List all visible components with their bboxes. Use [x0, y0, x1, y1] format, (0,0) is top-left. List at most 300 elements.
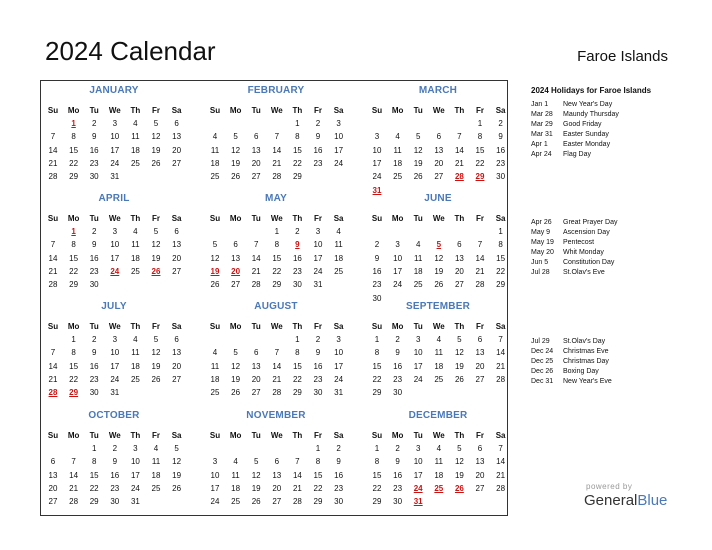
- day-cell: 27: [172, 266, 182, 276]
- day-cell: 14: [48, 145, 58, 155]
- day-cell: 6: [174, 119, 179, 128]
- holiday-entry: [531, 248, 604, 258]
- holiday-name: Flag Day: [563, 151, 592, 158]
- month-name: APRIL: [98, 193, 130, 204]
- day-cell: 11: [131, 348, 140, 358]
- weekday-header: Su: [371, 431, 383, 440]
- day-cell: 28: [272, 172, 282, 182]
- day-cell: 28: [496, 483, 506, 493]
- holiday-date: May 20: [531, 249, 554, 256]
- weekday-header: We: [432, 322, 445, 331]
- brand-part-general: General: [584, 492, 638, 509]
- weekday-header: Th: [454, 106, 465, 115]
- day-cell: 11: [434, 348, 443, 358]
- day-cell: 1: [295, 119, 300, 128]
- day-cell: 7: [295, 457, 300, 467]
- day-cell: 23: [89, 158, 99, 168]
- holiday-day: 20: [231, 266, 241, 276]
- weekday-header: Tu: [251, 431, 261, 440]
- day-cell: 1: [374, 335, 380, 344]
- day-cell: 11: [414, 253, 423, 263]
- day-cell: 15: [475, 145, 485, 155]
- day-cell: 3: [395, 240, 400, 250]
- day-cell: 4: [212, 348, 218, 358]
- day-cell: 29: [372, 497, 382, 507]
- day-cell: 14: [272, 361, 282, 371]
- day-cell: 11: [131, 240, 140, 250]
- holiday-day: 29: [475, 172, 485, 182]
- day-cell: 17: [413, 470, 423, 480]
- day-cell: 1: [274, 227, 280, 236]
- day-cell: 14: [48, 253, 58, 263]
- day-cell: 8: [374, 457, 380, 467]
- day-cell: 29: [496, 280, 506, 290]
- day-cell: 14: [475, 253, 485, 263]
- day-cell: 6: [274, 457, 280, 467]
- day-cell: 17: [313, 253, 323, 263]
- day-cell: 12: [151, 240, 161, 250]
- holiday-date: Jun 5: [531, 259, 549, 266]
- day-cell: 21: [272, 158, 282, 168]
- day-cell: 3: [112, 119, 118, 128]
- day-cell: 21: [454, 158, 464, 168]
- weekday-header: Tu: [89, 322, 99, 331]
- day-cell: 30: [110, 497, 120, 507]
- day-cell: 7: [498, 335, 503, 344]
- day-cell: 31: [313, 280, 323, 290]
- day-cell: 23: [89, 374, 99, 384]
- day-cell: 3: [336, 335, 341, 344]
- day-cell: 14: [454, 145, 464, 155]
- weekday-header: We: [432, 431, 445, 440]
- day-cell: 15: [69, 253, 79, 263]
- day-cell: 23: [372, 280, 382, 290]
- day-cell: 22: [69, 374, 79, 384]
- holiday-date: May 19: [531, 239, 554, 246]
- day-cell: 30: [372, 293, 382, 303]
- day-cell: 7: [50, 132, 56, 142]
- holiday-date: Mar 29: [531, 121, 553, 128]
- weekday-header: We: [432, 106, 445, 115]
- day-cell: 6: [233, 240, 238, 250]
- holiday-entry: [531, 238, 594, 248]
- weekday-header: Su: [47, 106, 59, 115]
- day-cell: 22: [69, 266, 79, 276]
- day-cell: 12: [231, 361, 241, 371]
- day-cell: 28: [272, 388, 282, 398]
- day-cell: 6: [477, 444, 483, 453]
- day-cell: 17: [334, 145, 344, 155]
- day-cell: 26: [151, 374, 161, 384]
- day-cell: 29: [69, 280, 79, 290]
- day-cell: 5: [153, 335, 159, 344]
- holiday-entry: [531, 228, 610, 238]
- weekday-header: Th: [130, 322, 141, 331]
- day-cell: 8: [498, 240, 503, 250]
- day-cell: 24: [334, 158, 344, 168]
- holiday-name: St.Olav's Day: [563, 338, 606, 345]
- calendar-grid: [40, 80, 508, 516]
- weekday-header: Th: [292, 106, 303, 115]
- day-cell: 9: [315, 132, 321, 142]
- holiday-name: Whit Monday: [563, 249, 604, 256]
- day-cell: 7: [477, 240, 483, 250]
- holiday-name: Christmas Day: [563, 358, 609, 365]
- day-cell: 21: [48, 374, 58, 384]
- day-cell: 20: [251, 158, 261, 168]
- day-cell: 23: [313, 158, 323, 168]
- day-cell: 31: [130, 497, 140, 507]
- day-cell: 14: [496, 457, 506, 467]
- day-cell: 22: [272, 266, 282, 276]
- day-cell: 2: [374, 240, 380, 250]
- day-cell: 27: [251, 172, 261, 182]
- day-cell: 24: [334, 374, 344, 384]
- holidays-title: 2024 Holidays for Faroe Islands: [531, 86, 652, 95]
- day-cell: 16: [110, 470, 120, 480]
- day-cell: 2: [91, 335, 97, 344]
- day-cell: 13: [475, 348, 485, 358]
- day-cell: 25: [434, 374, 444, 384]
- day-cell: 20: [172, 253, 182, 263]
- holiday-name: Pentecost: [563, 239, 595, 246]
- day-cell: 31: [334, 388, 344, 398]
- day-cell: 21: [292, 483, 302, 493]
- day-cell: 20: [172, 361, 182, 371]
- month-name: DECEMBER: [408, 410, 468, 421]
- day-cell: 26: [434, 280, 444, 290]
- day-cell: 10: [334, 348, 344, 358]
- weekday-header: Tu: [413, 106, 423, 115]
- day-cell: 3: [374, 132, 380, 142]
- holiday-entry: [531, 218, 617, 228]
- day-cell: 21: [496, 361, 506, 371]
- holiday-name: Boxing Day: [563, 368, 599, 375]
- weekday-header: Mo: [67, 106, 80, 115]
- day-cell: 24: [110, 374, 120, 384]
- day-cell: 3: [315, 227, 321, 236]
- day-cell: 10: [413, 457, 423, 467]
- day-cell: 4: [133, 119, 138, 128]
- weekday-header: Fr: [314, 106, 322, 115]
- weekday-header: Sa: [171, 431, 182, 440]
- day-cell: 21: [69, 483, 79, 493]
- weekday-header: Fr: [476, 106, 484, 115]
- day-cell: 26: [454, 374, 464, 384]
- day-cell: 26: [210, 280, 220, 290]
- weekday-header: Fr: [314, 431, 322, 440]
- day-cell: 9: [395, 348, 400, 358]
- day-cell: 27: [172, 374, 182, 384]
- holiday-day: 19: [210, 266, 220, 276]
- day-cell: 8: [71, 240, 76, 250]
- day-cell: 17: [210, 483, 220, 493]
- month-name: FEBRUARY: [247, 85, 305, 96]
- day-cell: 8: [295, 348, 300, 358]
- day-cell: 17: [372, 158, 382, 168]
- day-cell: 10: [313, 240, 323, 250]
- day-cell: 5: [174, 444, 179, 453]
- day-cell: 19: [151, 253, 161, 263]
- month-name: MAY: [265, 193, 287, 204]
- weekday-header: Mo: [391, 214, 404, 223]
- weekday-header: Sa: [495, 431, 506, 440]
- day-cell: 8: [374, 348, 380, 358]
- day-cell: 9: [374, 253, 380, 263]
- weekday-header: Tu: [251, 106, 261, 115]
- day-cell: 2: [498, 119, 503, 128]
- holiday-day: 25: [434, 483, 444, 493]
- day-cell: 12: [251, 470, 261, 480]
- day-cell: 1: [315, 444, 321, 453]
- day-cell: 18: [434, 470, 444, 480]
- day-cell: 7: [71, 457, 76, 467]
- weekday-header: Mo: [391, 106, 404, 115]
- day-cell: 22: [69, 158, 79, 168]
- day-cell: 11: [434, 457, 443, 467]
- day-cell: 24: [130, 483, 140, 493]
- day-cell: 15: [372, 470, 382, 480]
- day-cell: 23: [89, 266, 99, 276]
- day-cell: 1: [374, 444, 380, 453]
- holiday-date: Dec 25: [531, 358, 554, 365]
- day-cell: 27: [172, 158, 182, 168]
- day-cell: 16: [89, 361, 99, 371]
- day-cell: 28: [48, 172, 58, 182]
- weekday-header: Sa: [333, 214, 344, 223]
- weekday-header: We: [270, 322, 283, 331]
- day-cell: 6: [477, 335, 483, 344]
- weekday-header: Fr: [476, 214, 484, 223]
- day-cell: 5: [233, 348, 238, 358]
- day-cell: 19: [454, 470, 464, 480]
- day-cell: 27: [475, 483, 485, 493]
- day-cell: 30: [89, 172, 99, 182]
- day-cell: 28: [251, 280, 261, 290]
- holiday-date: Apr 26: [531, 219, 552, 226]
- day-cell: 9: [336, 457, 341, 467]
- holiday-date: Apr 1: [531, 141, 548, 148]
- weekday-header: Su: [209, 214, 221, 223]
- day-cell: 27: [272, 497, 282, 507]
- weekday-header: We: [270, 106, 283, 115]
- day-cell: 9: [498, 132, 503, 142]
- day-cell: 29: [292, 172, 302, 182]
- day-cell: 30: [313, 388, 323, 398]
- weekday-header: Tu: [251, 322, 261, 331]
- day-cell: 1: [295, 335, 300, 344]
- weekday-header: Mo: [391, 322, 404, 331]
- weekday-header: Th: [454, 214, 465, 223]
- day-cell: 28: [475, 280, 485, 290]
- day-cell: 17: [130, 470, 140, 480]
- day-cell: 18: [334, 253, 344, 263]
- holiday-day: 9: [295, 240, 300, 250]
- day-cell: 18: [393, 158, 403, 168]
- brand-logo: [584, 492, 667, 509]
- holiday-name: Maundy Thursday: [563, 111, 619, 118]
- day-cell: 27: [454, 280, 464, 290]
- day-cell: 29: [372, 388, 382, 398]
- day-cell: 2: [336, 444, 341, 453]
- holiday-day: 28: [48, 388, 58, 398]
- day-cell: 25: [210, 172, 220, 182]
- day-cell: 16: [393, 470, 403, 480]
- month-name: NOVEMBER: [246, 410, 306, 421]
- day-cell: 21: [272, 374, 282, 384]
- day-cell: 16: [334, 470, 344, 480]
- day-cell: 15: [292, 361, 302, 371]
- day-cell: 13: [231, 253, 241, 263]
- holiday-entry: [531, 140, 610, 150]
- weekday-header: Mo: [67, 214, 80, 223]
- day-cell: 20: [475, 470, 485, 480]
- day-cell: 4: [133, 335, 138, 344]
- day-cell: 3: [112, 227, 118, 236]
- day-cell: 12: [172, 457, 182, 467]
- day-cell: 2: [315, 119, 321, 128]
- day-cell: 28: [292, 497, 302, 507]
- day-cell: 27: [475, 374, 485, 384]
- day-cell: 15: [89, 470, 99, 480]
- holiday-date: Mar 31: [531, 131, 553, 138]
- day-cell: 21: [48, 266, 58, 276]
- day-cell: 23: [292, 266, 302, 276]
- weekday-header: Tu: [89, 106, 99, 115]
- month-name: JUNE: [424, 193, 452, 204]
- day-cell: 11: [334, 240, 343, 250]
- day-cell: 20: [475, 361, 485, 371]
- day-cell: 11: [210, 145, 220, 155]
- day-cell: 9: [395, 457, 400, 467]
- holiday-day: 31: [372, 185, 382, 195]
- day-cell: 13: [272, 470, 282, 480]
- day-cell: 15: [292, 145, 302, 155]
- day-cell: 31: [110, 388, 120, 398]
- day-cell: 4: [395, 132, 400, 142]
- day-cell: 3: [112, 335, 118, 344]
- day-cell: 11: [131, 132, 140, 142]
- day-cell: 20: [172, 145, 182, 155]
- day-cell: 2: [395, 444, 400, 453]
- day-cell: 2: [295, 227, 300, 236]
- day-cell: 3: [212, 457, 218, 467]
- day-cell: 14: [69, 470, 79, 480]
- day-cell: 6: [253, 348, 259, 358]
- holiday-name: Easter Monday: [563, 141, 611, 148]
- day-cell: 17: [110, 253, 120, 263]
- holiday-day: 24: [413, 483, 423, 493]
- day-cell: 4: [212, 132, 218, 142]
- weekday-header: Fr: [152, 431, 160, 440]
- day-cell: 19: [231, 158, 241, 168]
- page-title: 2024 Calendar: [45, 36, 216, 66]
- day-cell: 13: [454, 253, 464, 263]
- day-cell: 26: [172, 483, 182, 493]
- day-cell: 6: [50, 457, 56, 467]
- holiday-entry: [531, 268, 605, 278]
- day-cell: 28: [69, 497, 79, 507]
- day-cell: 18: [413, 266, 423, 276]
- day-cell: 5: [153, 119, 159, 128]
- weekday-header: Su: [47, 322, 59, 331]
- weekday-header: Sa: [171, 106, 182, 115]
- day-cell: 5: [153, 227, 159, 236]
- weekday-header: Mo: [67, 431, 80, 440]
- day-cell: 5: [457, 335, 462, 344]
- day-cell: 29: [292, 388, 302, 398]
- weekday-header: Sa: [333, 322, 344, 331]
- weekday-header: Su: [47, 431, 59, 440]
- weekday-header: We: [108, 214, 121, 223]
- holiday-day: 31: [413, 497, 423, 507]
- day-cell: 29: [89, 497, 99, 507]
- day-cell: 10: [110, 348, 120, 358]
- month-name: MARCH: [418, 85, 458, 96]
- holiday-entry: [531, 357, 609, 367]
- holiday-entry: [531, 367, 599, 377]
- weekday-header: We: [108, 322, 121, 331]
- day-cell: 24: [393, 280, 403, 290]
- weekday-header: Mo: [229, 214, 242, 223]
- day-cell: 11: [393, 145, 402, 155]
- holiday-date: Mar 28: [531, 111, 553, 118]
- day-cell: 18: [151, 470, 161, 480]
- day-cell: 18: [130, 145, 140, 155]
- day-cell: 13: [48, 470, 58, 480]
- day-cell: 9: [91, 132, 97, 142]
- day-cell: 6: [436, 132, 442, 142]
- day-cell: 26: [151, 158, 161, 168]
- day-cell: 25: [231, 497, 241, 507]
- weekday-header: Tu: [89, 214, 99, 223]
- day-cell: 19: [231, 374, 241, 384]
- holiday-entry: [531, 100, 612, 110]
- day-cell: 25: [393, 172, 403, 182]
- day-cell: 22: [89, 483, 99, 493]
- day-cell: 20: [434, 158, 444, 168]
- day-cell: 18: [210, 158, 220, 168]
- day-cell: 11: [210, 361, 220, 371]
- weekday-header: We: [270, 431, 283, 440]
- weekday-header: Tu: [251, 214, 261, 223]
- weekday-header: Sa: [171, 322, 182, 331]
- day-cell: 22: [313, 483, 323, 493]
- day-cell: 8: [477, 132, 483, 142]
- day-cell: 8: [71, 132, 76, 142]
- day-cell: 5: [233, 132, 238, 142]
- day-cell: 6: [253, 132, 259, 142]
- day-cell: 21: [475, 266, 485, 276]
- day-cell: 12: [210, 253, 220, 263]
- day-cell: 3: [415, 335, 421, 344]
- holiday-day: 26: [151, 266, 161, 276]
- day-cell: 30: [89, 280, 99, 290]
- day-cell: 27: [231, 280, 241, 290]
- holiday-entry: [531, 110, 619, 120]
- day-cell: 27: [251, 388, 261, 398]
- day-cell: 11: [151, 457, 161, 467]
- day-cell: 10: [334, 132, 344, 142]
- holiday-entry: [531, 258, 614, 268]
- day-cell: 12: [151, 132, 161, 142]
- day-cell: 23: [393, 483, 403, 493]
- holiday-day: 28: [454, 172, 464, 182]
- day-cell: 14: [251, 253, 261, 263]
- holiday-entry: [531, 130, 609, 140]
- day-cell: 25: [413, 280, 423, 290]
- day-cell: 14: [292, 470, 302, 480]
